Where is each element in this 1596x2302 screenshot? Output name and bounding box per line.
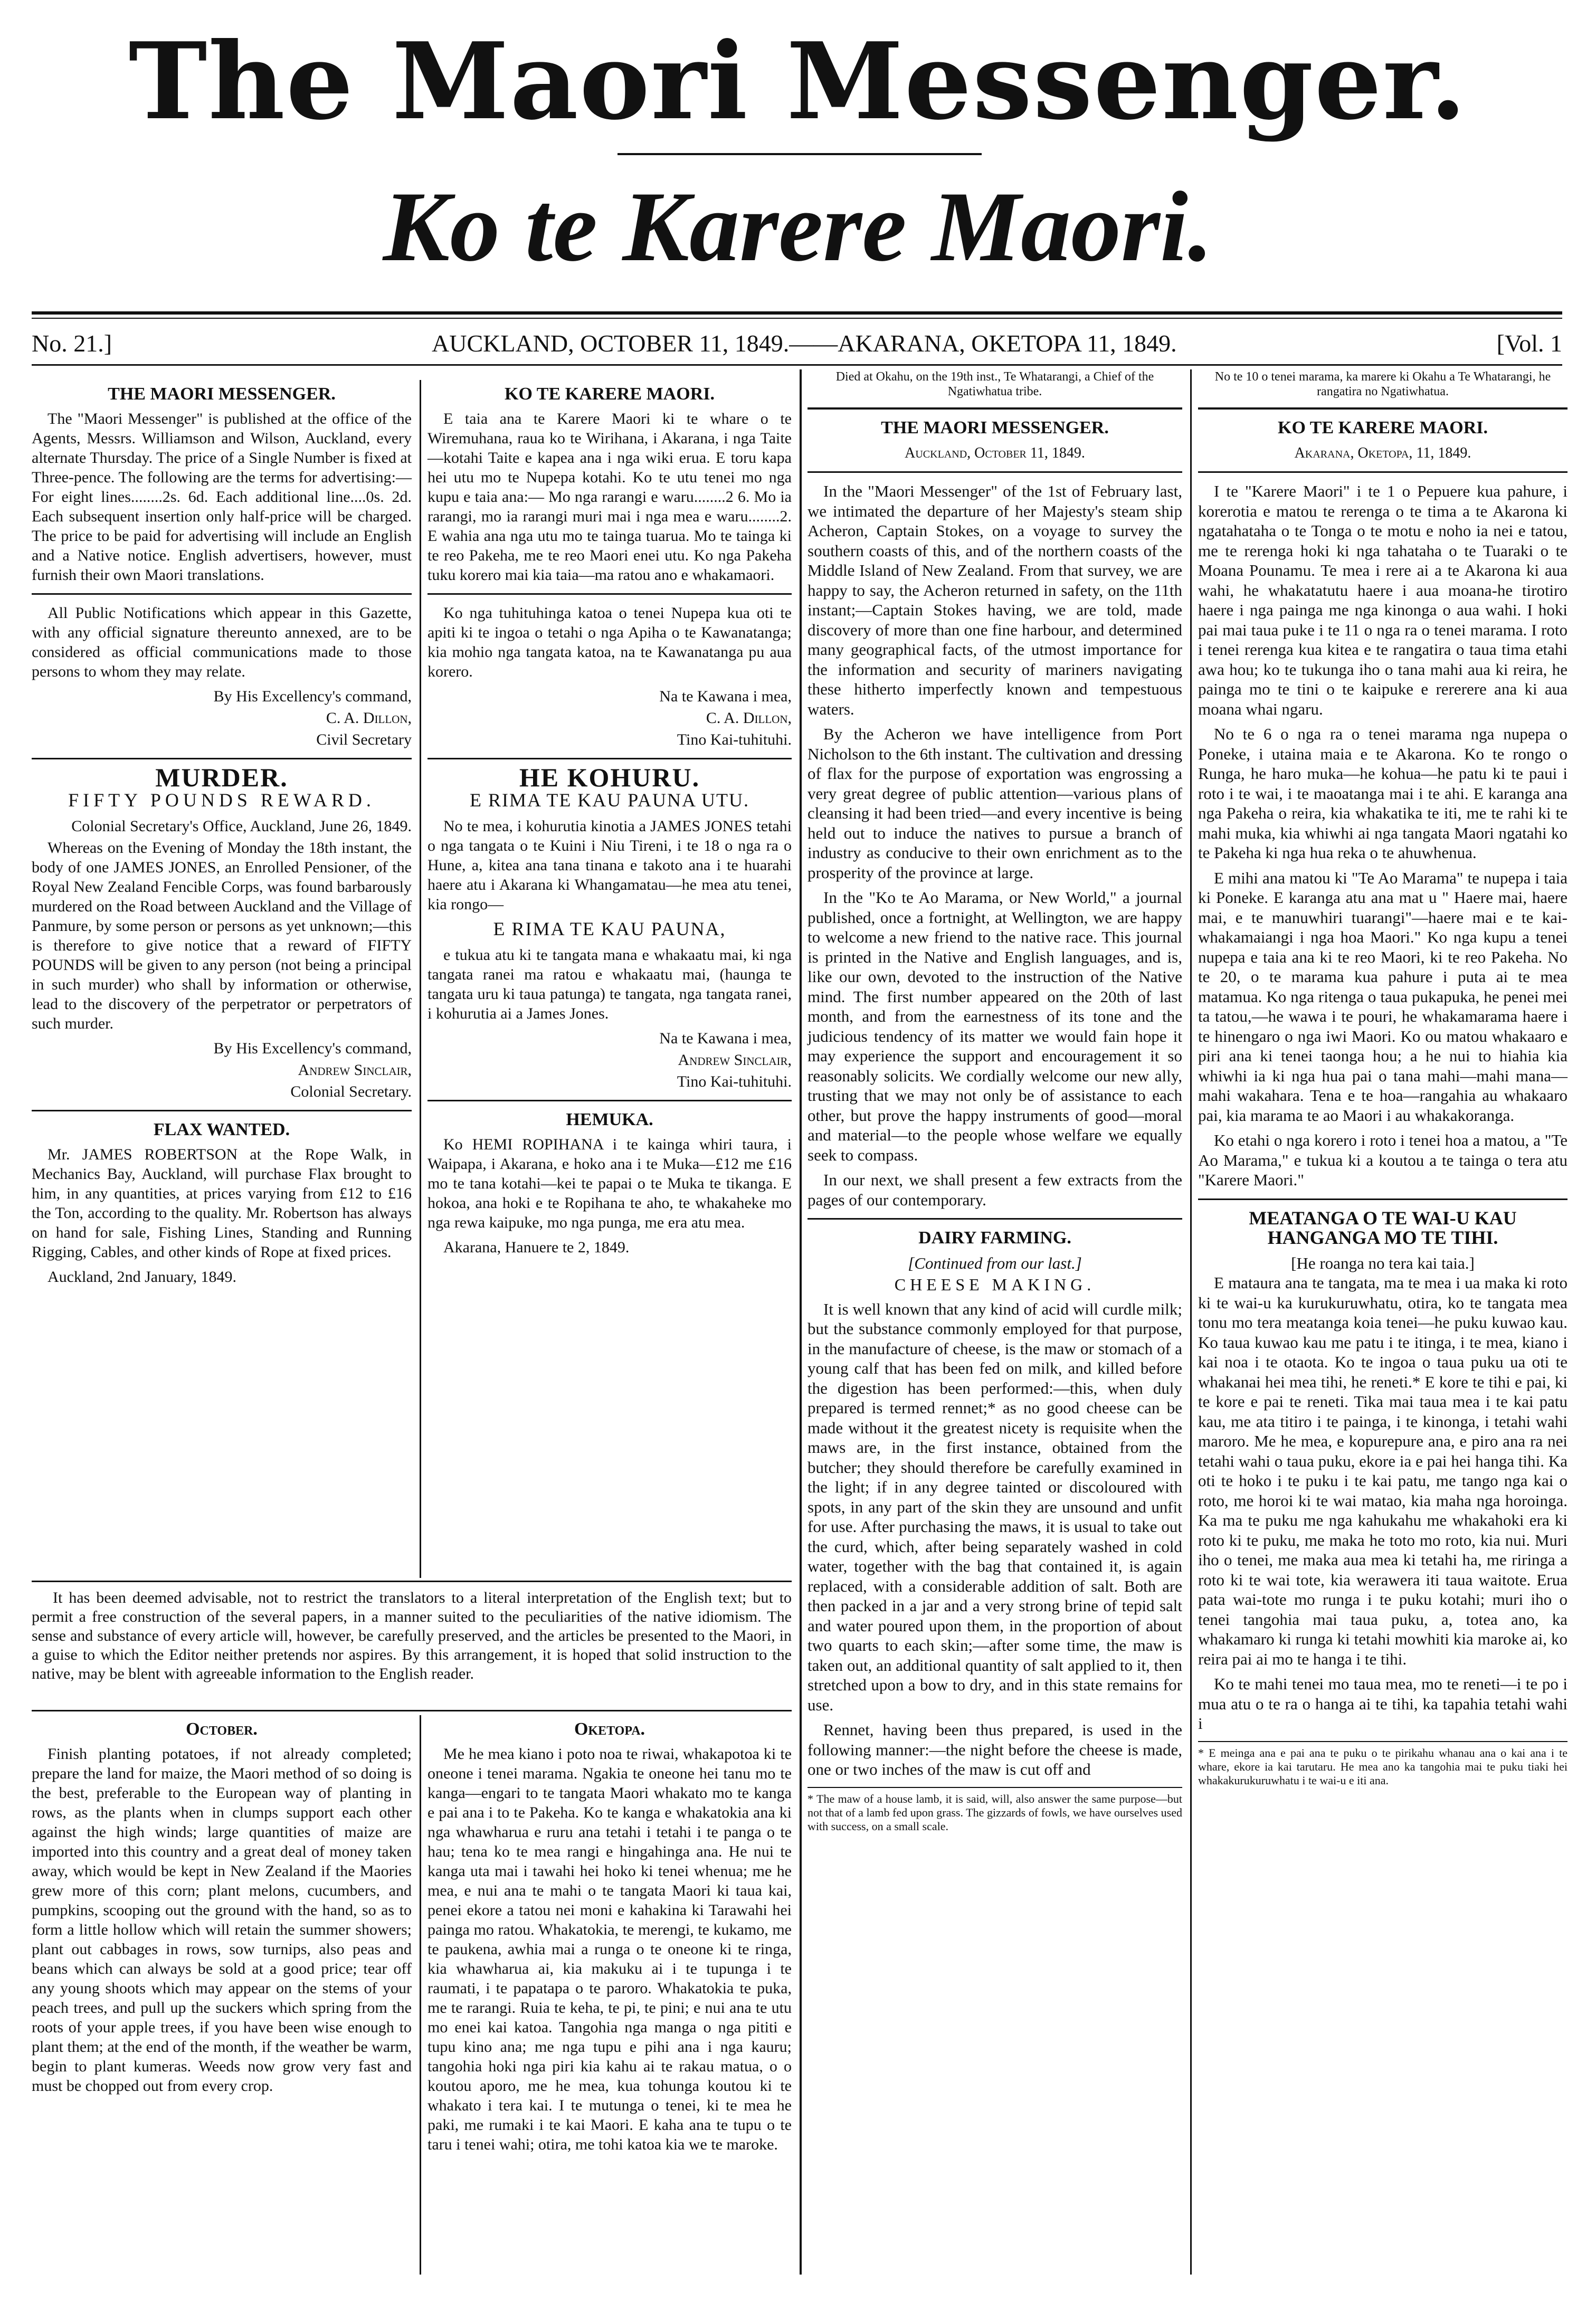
editorial-paragraph: In our next, we shall present a few extracts from the pages of our contemporary. (808, 1171, 1182, 1209)
murder-notice: No te mea, i kohurutia kinotia a JAMES JONES tetahi o nga tangata o te Kuini i Niu Tireni, i te 18 o nga ra o Hune, a, kitea ana tana tinana e takoto ana i te huarahi haere atu i Akarana ki Whangamatau—he mea atu tenei, kia rongo— (428, 817, 792, 913)
flax-notice: Mr. JAMES ROBERTSON at the Rope Walk, in Mechanics Bay, Auckland, will purchase Flax brought to him, in any quantities, at prices varying from £12 to £16 the Ton, according to the quality. Mr. Robertson has always on hand for sale, Fishing Lines, Standing and Running Rigging, Cables, and other kinds of Rope at fixed prices. (32, 1146, 412, 1261)
newspaper-title-english: The Maori Messenger. (128, 20, 1468, 144)
oketopa-article (428, 1715, 792, 2160)
editorial-paragraph: In the "Maori Messenger" of the 1st of February last, we intimated the departure of her Majesty's steam ship Acheron, Captain Stokes, on a voyage to survey the southern coasts of this, and of the northern coasts of the Middle Island of New Zealand. From that survey, we are happy to say, the Acheron returned in safety, on the 11th instant;—Captain Stokes having, we are told, made discovery of more than one fine harbour, and determined many geographical facts, of the utmost importance for the information and security of mariners navigating these hitherto imperfectly known and tempestuous waters. (808, 482, 1182, 718)
october-article (32, 1715, 412, 2101)
issue-date: AUCKLAND, OCTOBER 11, 1849.——AKARANA, OKETOPA 11, 1849. (432, 329, 1177, 357)
signature-name: Andrew Sinclair, (678, 1051, 792, 1069)
divider (32, 1710, 792, 1711)
signature-name: Andrew Sinclair, (298, 1061, 412, 1079)
divider (32, 758, 412, 759)
issue-number: No. 21.] (32, 329, 112, 357)
column-rule (420, 1715, 421, 2275)
signature-title: Tino Kai-tuhituhi. (677, 731, 792, 748)
section-heading: KO TE KARERE MAORI. (505, 384, 715, 404)
death-notice: Died at Okahu, on the 19th inst., Te Whatarangi, a Chief of the Ngatiwhatua tribe. (835, 370, 1154, 398)
public-notifications: Ko nga tuhituhinga katoa o tenei Nupepa kua oti te apiti ki te ingoa o tetahi o nga Apiha o te Kawanatanga; kia mohio nga tangata katoa, na te Kawanatanga pu aua korero. (428, 604, 792, 680)
dateline (32, 327, 1562, 359)
footnote: * The maw of a house lamb, it is said, will, also answer the same purpose—but not that of a lamb fed upon grass. The gizzards of fowls, we have ourselves used with success, on a small scale. (808, 1787, 1182, 1833)
dairy-subheading: CHEESE MAKING. (894, 1275, 1096, 1294)
editorial-paragraph: I te "Karere Maori" i te 1 o Pepuere kua pahure, i korerotia e matou te rerenga o te tima a te Akarona ki ngatahataha o te Tonga o te motu e noho ia nei e tatou, me te rerenga hoki ki nga tahataha o te Tuaraki o te Moana Pounamu. Te mea i rere ai a te Akarona ki aua wahi, he whakatatutu haere i aua moana-he tirotiro haere i nga painga me nga kinonga o aua wahi. I hoki pai mai taua puke i te 11 o nga ra o tenei marama. I roto i tenei rerenga kua kitea e te rangatira o taua tima etahi awa hou; ko te tukunga iho o tana mahi aua ki reira, he painga mo te tini o te kaipuke e rererere ana ki aua moana whai ngaru. (1198, 482, 1568, 718)
signature-name: C. A. Dillon, (706, 709, 792, 727)
flax-heading: HEMUKA. (566, 1110, 653, 1129)
oketopa-body: Me he mea kiano i poto noa te riwai, whakapotoa ki te oneone i tenei marama. Ngakia te oneone hei tanu mo te kanga—engari to te tangata Maori whakato mo te kanga e pai ana i to te Pakeha. Ko te kanga e whakatokia ana ki nga whawharua e ruru ana tetahi i tetahi i te panga o te hau; tena ko te mea rangi e hingahinga ana. He nui te kanga uta mai i tawahi hei hoko ki tenei whenua; me he mea, e nui ana te mahi o te tangata Maori ki taua kai, penei ekore a tatou nei moni e kahakina ki Tarawahi hei painga mo ratou. Whakatokia, te merengi, te kukamo, me te paukena, awhia mai a runga o te oneone ki te ringa, kia whawharua ai, kia makuku ai i te tupunga i te raumati, i te papatapa o te paroro. Whakatokia te puka, me te rarangi. Ruia te keha, te pi, te pini; e nui ana te utu mo enei kai katoa. Tangohia nga manga o nga pititi e tupu kino ana; me nga tupu e pihi ana i nga kauru; tangohia hoki nga piri kia kahu ai te rakau matua, o o koutou aporo, me he mea, kua tohunga koutou ki te whakato i tera kai. I te mutunga o tenei, ki te mea he paki, me rumaki i te kai Maori. E kaha ana te tupu o te taru i tenei wahi; otira, me tohi katoa kia we te maroke. (428, 1745, 792, 2153)
column-english-editorial (808, 369, 1182, 1833)
publication-terms: E taia ana te Karere Maori ki te whare o te Wiremuhana, raua ko te Wirihana, i Akarana, i nga Taite—kotahi Taite e kapea ana i nga wiki erua. E toru kapa hei utu mo te Nupepa kotahi. Ko te utu tenei mo nga kupu e taia ana:— Mo nga rarangi e waru........2 6. Mo ia rarangi, mo ia rarangi muri mai i nga mea e waru........2. E wahia ana nga utu mo te tainga tuarua. Mo te tainga ki te reo Pakeha, me te reo Maori enei utu. Ko nga Pakeha tuku korero mai kia taia—ma ratou ano e whakamaori. (428, 410, 792, 584)
masthead-rule-top (32, 311, 1562, 315)
column-maori-notices (428, 380, 792, 1262)
divider (1198, 407, 1568, 410)
editorial-paragraph: By the Acheron we have intelligence from Port Nicholson to the 6th instant. The cultivation and dressing of flax for the purpose of exportation was engrossing a very great degree of public attention—various plans of cleansing it had been tried—and every incentive is being held out to induce the natives to pursue a branch of industry as conducive to their own enrichment as to the prosperity of the province at large. (808, 725, 1182, 882)
dairy-paragraph: Rennet, having been thus prepared, is used in the following manner:—the night before the cheese is made, one or two inches of the maw is cut off and (808, 1720, 1182, 1778)
editorial-paragraph: E mihi ana matou ki "Te Ao Marama" te nupepa i taia ki Poneke. E karanga atu ana mat u " Haere mai, haere mai, e te manuwhiri tuarangi"—haere mai e te kai-whakamaiangi i nga hoa Maori." Ko nga kupu a tenei nupepa e taia ana ki te reo Maori, ki te reo Pakeha. No te 20, o te marama kua pahure i puta ai te mea matamua. Ko nga ritenga o taua pukapuka, he penei mei ta tatou,—he wawa i te pouri, he whakamarama haere i te hinengaro o nga iwi Maori. Ko ou matou whakaaro e piri ana ki tenei taonga hou; a he nui to hiahia kia whiwhi ia ki nga hua pai o tana mahi—mahi mana—mahi wakahara. Tena e te hoa—rangahia au whakaaro pai, kia marama te ao Maori i au whakakoranga. (1198, 868, 1568, 1125)
footnote: * E meinga ana e pai ana te puku o te pirikahu whanau ana o kai ana i te whare, ekore ia kai tarutaru. He mea ano ka tangohia mai te puku tiaki hei whakakurukuruwhatu i te wai-u e iti ana. (1198, 1741, 1568, 1787)
divider (428, 1100, 792, 1101)
flax-date: Auckland, 2nd January, 1849. (48, 1268, 236, 1286)
murder-notice-continued: e tukua atu ki te tangata mana e whakaatu mai, ki nga tangata ranei ma ratou e whakaatu mai, (haunga te tangata uru ki taua patunga) te tangata, nga tangata ranei, i kohurutia ai a James Jones. (428, 946, 792, 1022)
divider (428, 758, 792, 759)
editorial-dateline: Akarana, Oketopa, 11, 1849. (1294, 444, 1471, 461)
dairy-continued: [He roanga no tera kai taia.] (1291, 1253, 1475, 1272)
signature-title: Colonial Secretary. (290, 1083, 412, 1100)
signature-line: By His Excellency's command, (213, 1040, 412, 1057)
murder-heading: HE KOHURU. (519, 763, 700, 792)
divider (32, 1110, 412, 1111)
divider (32, 1581, 792, 1582)
dairy-paragraph: It is well known that any kind of acid will curdle milk; but the substance commonly employed for that purpose, in the manufacture of cheese, is the maw or stomach of a young calf that has been fed on milk, and killed before the digestion has been performed:—this, when duly prepared is termed rennet;* as no good cheese can be made without it the greatest nicety is requisite when the maws are, in the first instance, obtained from the butcher; they should therefore be carefully examined in the light; if in any degree tainted or discoloured with spots, in any part of the skin they are unsound and unfit for use. After purchasing the maws, it is usual to take out the curd, which, after being separately washed in cold water, together with the bag that contained it, is again replaced, with a considerable addition of salt. Both are then packed in a jar and a very strong brine of tepid salt and water poured upon them, in the proportion of about two quarts to each skin;—after some time, the maw is taken out, an additional quantity of salt applied to it, then stretched upon a bow to dry, and in this state remains for use. (808, 1299, 1182, 1714)
volume-number: [Vol. 1 (1496, 329, 1562, 357)
signature-line: Na te Kawana i mea, (659, 1030, 792, 1047)
october-body: Finish planting potatoes, if not already completed; prepare the land for maize, the Maori method of so doing is the best, preferable to the European way of planting in rows, as the plants when in clumps support each other against the high winds; large quantities of maize are imported into this country and a great deal of money taken away, which would be kept in New Zealand if the Maories grew more of this corn; plant melons, cucumbers, and pumpkins, scooping out the ground with the hand, so as to form a little hollow which will retain the summer showers; plant out cabbages in rows, sow turnips, also peas and beans which can always be sold at a good price; tear off any young shoots which may appear on the stems of your peach trees, and pull up the suckers which spring from the roots of your apple trees, if you have been wise enough to plant them; at the end of the month, if the weather be warm, begin to plant kumeras. Weeds now grow very fast and must be chopped out from every crop. (32, 1745, 412, 2095)
column-rule (420, 380, 421, 1578)
editorial-heading: KO TE KARERE MAORI. (1278, 418, 1488, 437)
publication-terms: The "Maori Messenger" is published at the office of the Agents, Messrs. Williamson and Wilson, Auckland, every alternate Thursday. The price of a Single Number is fixed at Three-pence. The following are the terms for advertising:— For eight lines........2s. 6d. Each additional line....0s. 2d. Each subsequent insertion only half-price will be charged. The price to be paid for advertising will include an English and a Native notice. English advertisers, however, must furnish their own Maori translations. (32, 410, 412, 584)
column-rule-major (800, 369, 802, 2275)
divider (808, 1218, 1182, 1220)
october-heading: October. (186, 1719, 258, 1739)
divider (808, 471, 1182, 473)
flax-heading: FLAX WANTED. (153, 1120, 290, 1139)
flax-date: Akarana, Hanuere te 2, 1849. (443, 1239, 630, 1256)
divider (32, 593, 412, 595)
dairy-continued: [Continued from our last.] (908, 1253, 1082, 1272)
divider (808, 407, 1182, 410)
column-english-notices (32, 380, 412, 1292)
section-heading: THE MAORI MESSENGER. (108, 384, 336, 404)
divider (428, 593, 792, 595)
murder-reward: E RIMA TE KAU PAUNA, (493, 918, 726, 939)
masthead-rule-thin (32, 318, 1562, 319)
flax-notice: Ko HEMI ROPIHANA i te kainga whiri taura, i Waipapa, i Akarana, e hoko ana i te Muka—£12 me £16 mo te tana kotahi—kei te papai o te Muka te tikanga. E hokoa, ana hoki e te Ropihana te aho, te whakaheke mo nga rewa kaipuke, mo nga punga, me era atu mea. (428, 1136, 792, 1231)
editorial-paragraph: Ko etahi o nga korero i roto i tenei hoa a matou, a "Te Ao Marama," e tukua ki a koutou a te tainga o tera atu "Karere Maori." (1198, 1131, 1568, 1189)
masthead-rule-short (618, 153, 982, 155)
editorial-paragraph: No te 6 o nga ra o tenei marama nga nupepa o Poneke, i utaina maia e te Akarona. Ko te rongo o Runga, he haro muka—he kohua—he patu ki te paui i roto i te wai, i te maoatanga mai i te ahi. E karanga ana nga Pakeha o reira, kia whakatika te iti, me te rahi ki te mahi muka, kia whiwhi ai nga tangata Maori ngatahi ko te Pakeha ki nga hua reka o te ahuwhenua. (1198, 725, 1568, 862)
murder-subheading: FIFTY POUNDS REWARD. (68, 789, 375, 811)
dairy-paragraph: E mataura ana te tangata, ma te mea i ua maka ki roto ki te wai-u ka kurukuruwhatu, otira, ko te tangata mea tonu mo tera meatanga koia tenei—he puku kuwao kau. Ko taua kuwao kau me patu i te itinga, i te mea, kiano i kai noa i te otaota. Ko te ingoa o taua puku ua oti te whakanai hei mea tihi, he reneti.* E kore te tihi e pai, ki te kore e pai te reneti. Tika mai taua mea i te kai patu kau, me ata titiro i te painga, i te kinonga, i tetahi wahi maroro. Me he mea, e kopurepure ana, e piro ana ra nei tetahi wahi o taua puku, ekore ia e pai hei hanga tihi. Ka oti te hoko i te puku i te kai patu, me tango nga kai o roto, me horoi ki te wai matao, kia maha nga horoinga. Ka ma te puku me nga kahukahu me whakahoki era ki roto ki te puku, me maka he toto mo roto, kia nui. Muri iho o tenei, me maka aua mea ki tetahi ha, me riringa a roto ki te wai tote, kia werawera iti taua waitote. Erua pata wai-tote mo runga i te puku kotahi; muri iho o tenei tangohia mai taua puku, a, totea ano, ka whakamaro ki runga ki tetahi mowhiti kia maroke ai, ko reira pai ai mo te hanga i te tihi. (1198, 1273, 1568, 1668)
public-notifications: All Public Notifications which appear in this Gazette, with any official signature thereunto annexed, are to be considered as official communications made to those persons to whom they may relate. (32, 604, 412, 680)
murder-heading: MURDER. (155, 763, 288, 792)
divider (1198, 471, 1568, 473)
signature-line: Na te Kawana i mea, (659, 688, 792, 705)
murder-subheading: E RIMA TE KAU PAUNA UTU. (469, 789, 750, 811)
death-notice: No te 10 o tenei marama, ka marere ki Okahu a Te Whatarangi, he rangatira no Ngatiwhatua. (1214, 370, 1551, 398)
murder-office: Colonial Secretary's Office, Auckland, June 26, 1849. (71, 817, 412, 835)
dateline-rule (32, 364, 1562, 366)
editorial-heading: THE MAORI MESSENGER. (881, 418, 1109, 437)
dairy-heading: DAIRY FARMING. (918, 1228, 1071, 1248)
column-maori-editorial (1198, 369, 1568, 1787)
translation-note-text: It has been deemed advisable, not to restrict the translators to a literal interpretation of the English text; but to permit a free construction of the several papers, in a manner suited to the peculiarities of the native idiomism. The sense and substance of every article will, however, be carefully preserved, and the articles be presented to the Maori, in a guise to which the Editor neither pretends nor aspires. By this arrangement, it is hoped that solid instruction to the native, may be blent with agreeable information to the English reader. (32, 1589, 792, 1682)
signature-title: Civil Secretary (316, 731, 412, 748)
dairy-heading: MEATANGA O TE WAI-U KAU HANGANGA MO TE TIHI. (1249, 1207, 1517, 1248)
signature-title: Tino Kai-tuhituhi. (677, 1073, 792, 1090)
dairy-paragraph: Ko te mahi tenei mo taua mea, mo te reneti—i te po i mua atu o te ra o hanga ai te tihi, ka tapahia tetahi wahi i (1198, 1675, 1568, 1733)
oketopa-heading: Oketopa. (574, 1719, 645, 1739)
column-rule (1190, 369, 1192, 2275)
editorial-paragraph: In the "Ko te Ao Marama, or New World," a journal published, once a fortnight, at Wellington, we are happy to welcome a new friend to the native race. This journal is printed in the Native and English languages, and is, like our own, devoted to the instruction of the Native mind. The first number appeared on the 20th of last month, and from the earnestness of its tone and the judicious tendency of its matter we would fain hope it may experience the support and encouragement it so reasonably solicits. We cordially welcome our new ally, trusting that we may not only be of assistance to each other, but prove the happy instruments of good—moral and material—to the people whose welfare we equally seek to compass. (808, 888, 1182, 1164)
murder-notice: Whereas on the Evening of Monday the 18th instant, the body of one JAMES JONES, an Enrolled Pensioner, of the Royal New Zealand Fencible Corps, was found barbarously murdered on the Road between Auckland and the Village of Panmure, by some person or persons as yet unknown;—this is therefore to give notice that a reward of FIFTY POUNDS will be given to any person (not being a principal in such murder) who shall by information or otherwise, lead to the discovery of the perpetrator or perpetrators of such murder. (32, 839, 412, 1032)
editorial-dateline: Auckland, October 11, 1849. (905, 444, 1085, 461)
newspaper-title-maori: Ko te Karere Maori. (383, 172, 1213, 282)
signature-line: By His Excellency's command, (213, 688, 412, 705)
signature-name: C. A. Dillon, (326, 709, 412, 727)
translation-note (32, 1588, 792, 1683)
divider (1198, 1198, 1568, 1200)
